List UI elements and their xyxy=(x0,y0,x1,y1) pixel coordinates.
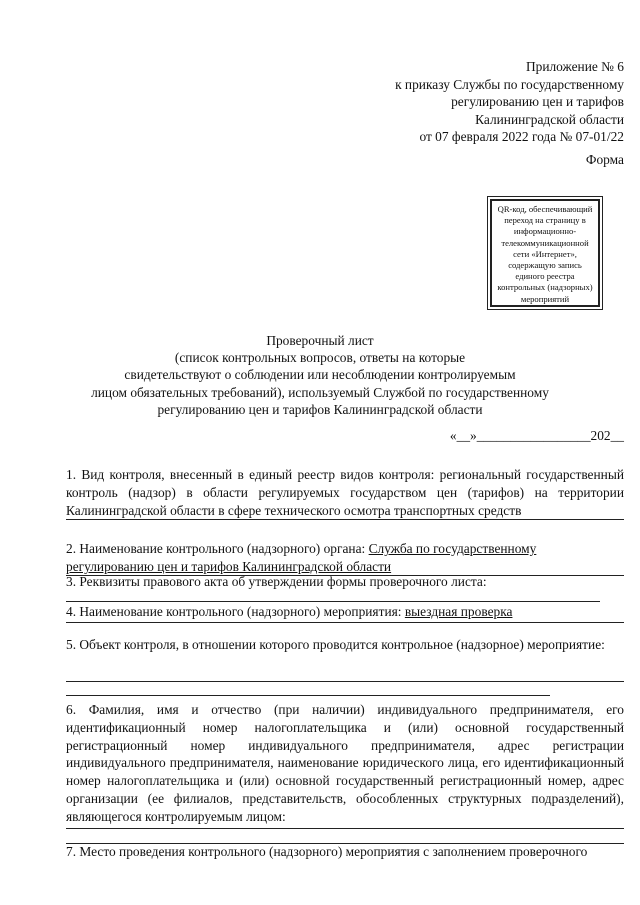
title-line: регулированию цен и тарифов Калининградской области xyxy=(157,401,483,417)
item-2-value[interactable]: Служба по государственному регулированию цен и тарифов Калининградской области xyxy=(66,541,537,574)
title-line: Проверочный лист xyxy=(266,333,374,348)
appendix-order-line: к приказу Службы по государственному xyxy=(395,76,624,92)
document-title xyxy=(0,332,640,418)
title-line: свидетельствуют о соблюдении или несоблюдении контролируемым xyxy=(124,367,516,383)
item-5-answer-line[interactable] xyxy=(66,681,624,682)
form-label: Форма xyxy=(585,152,624,167)
title-line: лицом обязательных требований), используемый Службой по государственному xyxy=(91,384,549,400)
item-2-label: 2. Наименование контрольного (надзорного) органа: xyxy=(66,541,366,556)
item-6-answer-line[interactable] xyxy=(66,828,624,829)
appendix-number: Приложение № 6 xyxy=(525,59,624,74)
item-4-underline xyxy=(66,622,624,623)
title-line: (список контрольных вопросов, ответы на которые xyxy=(174,350,466,366)
item-4-label: 4. Наименование контрольного (надзорного) мероприятия: xyxy=(66,604,402,619)
item-4-event-name xyxy=(66,603,624,621)
qr-code-placeholder xyxy=(487,196,603,310)
appendix-order-line: регулированию цен и тарифов xyxy=(451,94,624,109)
item-2-control-body xyxy=(66,540,624,576)
qr-code-caption: QR-код, обеспечивающий переход на страницу в информационно-телекоммуникационной сети «Интернет», содержащую запись единого реестра контрольных (надзорных) мероприятий xyxy=(497,204,593,304)
item-4-value[interactable]: выездная проверка xyxy=(404,604,513,619)
appendix-order-date: от 07 февраля 2022 года № 07-01/22 xyxy=(419,129,624,144)
item-7-place: 7. Место проведения контрольного (надзорного) мероприятия с заполнением проверочного xyxy=(66,844,588,859)
item-3-answer-line[interactable] xyxy=(66,601,600,602)
appendix-header xyxy=(395,58,624,146)
item-3-legal-act-label: 3. Реквизиты правового акта об утверждении формы проверочного листа: xyxy=(66,574,487,589)
item-1-control-type: 1. Вид контроля, внесенный в единый реестр видов контроля: региональный государственный контроль (надзор) в области регулируемых государством цен (тарифов) на территории Калининградской области в сфере технического осмотра транспортных средств xyxy=(66,466,624,520)
item-5-control-object: 5. Объект контроля, в отношении которого проводится контрольное (надзорное) мероприятие: xyxy=(66,637,605,652)
date-field[interactable]: «__»_________________202__ xyxy=(449,428,624,443)
item-5-answer-line[interactable] xyxy=(66,695,550,696)
appendix-order-line: Калининградской области xyxy=(475,111,624,127)
item-6-controlled-person: 6. Фамилия, имя и отчество (при наличии) индивидуального предпринимателя, его идентификационный номер налогоплательщика и (или) основной государственный регистрационный номер индивидуального предпринимателя, адрес регистрации индивидуального предпринимателя, наименование юридического лица, его идентификационный номер налогоплательщика и (или) основной государственный регистрационный номер, адрес организации (ее филиалов, представительств, обособленных структурных подразделений), являющегося контролируемым лицом: xyxy=(66,702,624,824)
